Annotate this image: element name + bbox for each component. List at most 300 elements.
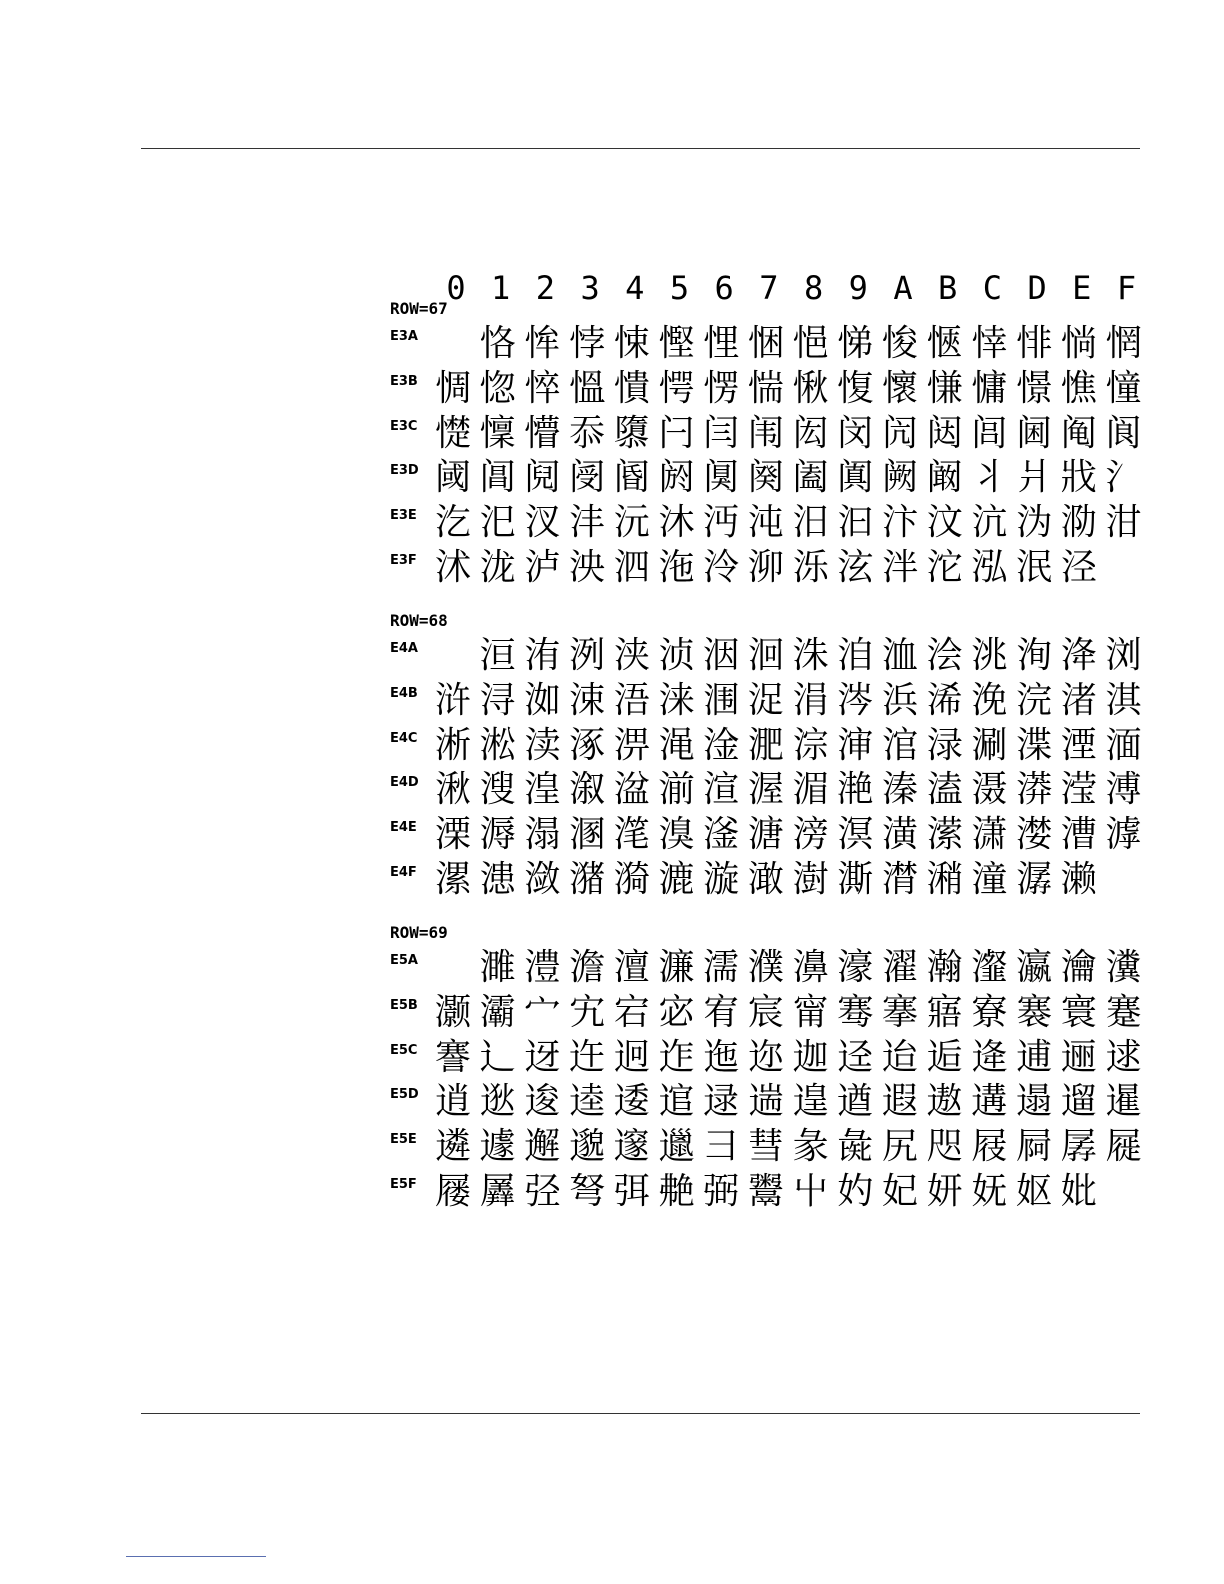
- glyph-cell: 渎: [524, 724, 561, 766]
- column-header-label: 8: [803, 269, 824, 307]
- glyph-cell: 潲: [926, 859, 963, 900]
- glyph-cell: 弼: [703, 1171, 740, 1212]
- glyph-cell: 迕: [569, 1036, 606, 1078]
- glyph-cell: 濠: [837, 947, 874, 988]
- glyph-cell: 澉: [747, 859, 784, 900]
- top-rule: [141, 148, 1140, 149]
- glyph-cell: 灏: [434, 991, 471, 1033]
- glyph-cell: 溴: [658, 814, 695, 856]
- glyph-cell: 漶: [479, 859, 516, 900]
- glyph-cell: 渖: [837, 724, 874, 766]
- glyph-cell: 溲: [479, 769, 516, 811]
- code-line-label: E5F: [390, 1177, 417, 1192]
- glyph-cell: 潸: [881, 859, 918, 900]
- glyph-cell: 渲: [703, 769, 740, 811]
- glyph-cell: 湫: [434, 769, 471, 811]
- glyph-cell: 妍: [926, 1171, 963, 1212]
- glyph-cell: 汊: [524, 502, 561, 544]
- glyph-cell: 謇: [434, 1036, 471, 1078]
- row-label: ROW=67: [390, 299, 448, 318]
- column-header-label: 6: [714, 269, 734, 307]
- glyph-cell: 瀹: [1060, 947, 1097, 988]
- glyph-cell: 妩: [971, 1171, 1008, 1212]
- glyph-cell: 沭: [434, 547, 471, 588]
- column-header-label: 5: [669, 269, 690, 307]
- glyph-cell: 溆: [569, 769, 606, 811]
- glyph-cell: 阌: [569, 457, 606, 499]
- code-line-label: E4E: [390, 820, 417, 836]
- glyph-cell: 澶: [613, 947, 650, 988]
- glyph-cell: 濮: [747, 947, 784, 988]
- glyph-cell: 甯: [792, 991, 829, 1033]
- glyph-cell: 濯: [881, 947, 918, 988]
- column-header-label: D: [1027, 269, 1047, 307]
- glyph-cell: 滏: [703, 814, 740, 856]
- glyph-cell: 遘: [971, 1081, 1008, 1123]
- glyph-cell: 骞: [837, 991, 874, 1033]
- glyph-cell: 遽: [479, 1126, 516, 1168]
- glyph-cell: 羼: [479, 1171, 516, 1212]
- glyph-cell: 宀: [524, 991, 561, 1033]
- glyph-cell: 迮: [658, 1036, 695, 1078]
- glyph-cell: 涮: [971, 724, 1008, 766]
- glyph-cell: 湔: [658, 769, 695, 811]
- glyph-cell: 慊: [926, 367, 963, 409]
- glyph-cell: 闾: [971, 412, 1008, 454]
- glyph-cell: 阄: [1060, 412, 1097, 454]
- glyph-cell: 弩: [569, 1171, 606, 1212]
- code-line-label: E3A: [390, 329, 418, 344]
- glyph-cell: 洙: [792, 635, 829, 676]
- glyph-cell: 阏: [658, 457, 695, 499]
- glyph-cell: 闱: [747, 412, 784, 454]
- glyph-cell: 湎: [1105, 724, 1142, 766]
- bottom-rule: [141, 1413, 1140, 1414]
- glyph-cell: 惆: [434, 367, 471, 409]
- glyph-cell: 溏: [747, 814, 784, 856]
- code-line-label: E4A: [390, 641, 418, 656]
- glyph-cell: 妁: [837, 1171, 874, 1212]
- glyph-cell: 洫: [881, 635, 918, 676]
- glyph-cell: 愣: [703, 367, 740, 409]
- glyph-cell: 戕: [1060, 457, 1097, 499]
- glyph-cell: 遐: [881, 1081, 918, 1123]
- glyph-cell: 浯: [613, 679, 650, 721]
- glyph-cell: 阖: [792, 457, 829, 499]
- glyph-cell: 淝: [747, 724, 784, 766]
- glyph-cell: 悒: [792, 323, 829, 364]
- column-header-label: 9: [848, 269, 868, 307]
- glyph-cell: 逋: [1016, 1036, 1053, 1078]
- glyph-cell: 溱: [881, 769, 918, 811]
- glyph-cell: 忝: [569, 412, 606, 454]
- glyph-cell: 汩: [837, 502, 874, 544]
- glyph-cell: 宓: [658, 991, 695, 1033]
- glyph-cell: 潼: [971, 859, 1008, 900]
- glyph-cell: 淠: [613, 724, 650, 766]
- glyph-cell: 屙: [1016, 1126, 1053, 1168]
- code-line-label: E3E: [390, 508, 417, 524]
- glyph-cell: 慍: [569, 367, 606, 409]
- glyph-cell: 迓: [524, 1036, 561, 1078]
- glyph-cell: 汶: [926, 502, 963, 544]
- glyph-cell: 阍: [613, 457, 650, 499]
- glyph-cell: 逍: [434, 1081, 471, 1123]
- code-line-label: E3D: [390, 463, 419, 479]
- glyph-cell: 潋: [524, 859, 561, 900]
- code-line-label: E3B: [390, 373, 418, 389]
- glyph-cell: 惚: [479, 367, 516, 409]
- glyph-cell: 逡: [524, 1081, 561, 1123]
- glyph-cell: 溽: [479, 814, 516, 856]
- glyph-cell: 溟: [837, 814, 874, 856]
- glyph-cell: 懵: [524, 412, 561, 454]
- glyph-cell: 丬: [971, 457, 1008, 499]
- glyph-cell: 沔: [703, 502, 740, 544]
- glyph-cell: 渚: [1060, 679, 1097, 721]
- glyph-cell: 濡: [703, 947, 740, 988]
- glyph-cell: 氵: [1105, 457, 1142, 499]
- glyph-cell: 迦: [792, 1036, 829, 1078]
- glyph-cell: 潢: [881, 814, 918, 856]
- glyph-cell: 遢: [1016, 1081, 1053, 1123]
- glyph-cell: 逵: [569, 1081, 606, 1123]
- glyph-cell: 泫: [837, 547, 874, 588]
- column-header-label: 4: [625, 269, 645, 307]
- code-line-label: E3C: [390, 418, 418, 434]
- glyph-cell: 搴: [881, 991, 918, 1033]
- glyph-cell: 鬻: [747, 1171, 784, 1212]
- glyph-cell: 阃: [1016, 412, 1053, 454]
- glyph-cell: 弭: [613, 1171, 650, 1212]
- glyph-cell: 蹇: [1105, 991, 1142, 1033]
- glyph-cell: 潆: [926, 814, 963, 856]
- glyph-cell: 宕: [613, 991, 650, 1033]
- glyph-cell: 澧: [524, 947, 561, 988]
- glyph-cell: 瀵: [1105, 947, 1142, 988]
- column-header-label: B: [938, 269, 958, 307]
- glyph-cell: 阚: [926, 457, 963, 499]
- glyph-cell: 愜: [926, 323, 963, 364]
- glyph-cell: 彐: [703, 1126, 740, 1168]
- glyph-cell: 泷: [479, 547, 516, 588]
- glyph-cell: 淅: [434, 724, 471, 766]
- glyph-cell: 妪: [1016, 1171, 1053, 1212]
- glyph-cell: 逑: [1105, 1036, 1142, 1078]
- code-line-label: E4C: [390, 730, 418, 746]
- glyph-cell: 渫: [1016, 724, 1053, 766]
- glyph-cell: 滂: [792, 814, 829, 856]
- glyph-cell: 淞: [479, 724, 516, 766]
- code-line-label: E4F: [390, 865, 417, 880]
- glyph-cell: 悛: [881, 323, 918, 364]
- glyph-cell: 浈: [658, 635, 695, 676]
- glyph-cell: 闵: [837, 412, 874, 454]
- glyph-cell: 泠: [703, 547, 740, 588]
- glyph-cell: 逶: [613, 1081, 650, 1123]
- glyph-cell: 阆: [1105, 412, 1142, 454]
- glyph-cell: 湄: [792, 769, 829, 811]
- glyph-cell: 遄: [747, 1081, 784, 1123]
- glyph-cell: 迨: [881, 1036, 918, 1078]
- glyph-cell: 妣: [1060, 1171, 1097, 1212]
- glyph-cell: 憷: [434, 412, 471, 454]
- glyph-cell: 逦: [1060, 1036, 1097, 1078]
- glyph-cell: 泗: [613, 547, 650, 588]
- glyph-cell: 尻: [881, 1126, 918, 1168]
- glyph-cell: 浔: [479, 679, 516, 721]
- glyph-cell: 滹: [1105, 814, 1142, 856]
- glyph-cell: 濑: [1060, 859, 1097, 900]
- glyph-cell: 浃: [613, 635, 650, 676]
- glyph-cell: 泐: [1060, 502, 1097, 544]
- code-line-label: E3F: [390, 553, 417, 568]
- glyph-cell: 宄: [569, 991, 606, 1033]
- glyph-cell: 愎: [837, 367, 874, 409]
- glyph-cell: 浏: [1105, 635, 1142, 676]
- glyph-cell: 洮: [971, 635, 1008, 676]
- glyph-cell: 阊: [479, 457, 516, 499]
- glyph-cell: 泯: [1016, 547, 1053, 588]
- glyph-cell: 汔: [434, 502, 471, 544]
- glyph-cell: 阋: [524, 457, 561, 499]
- column-header-label: E: [1072, 269, 1092, 307]
- row-label: ROW=69: [390, 923, 448, 942]
- column-header-label: 3: [580, 269, 600, 307]
- glyph-cell: 悻: [971, 323, 1008, 364]
- glyph-cell: 涞: [658, 679, 695, 721]
- glyph-cell: 悴: [524, 367, 561, 409]
- glyph-cell: 浣: [1016, 679, 1053, 721]
- glyph-cell: 滠: [971, 769, 1008, 811]
- glyph-cell: 悖: [569, 323, 606, 364]
- glyph-cell: 泺: [792, 547, 829, 588]
- glyph-cell: 漭: [1016, 769, 1053, 811]
- glyph-cell: 涑: [569, 679, 606, 721]
- glyph-cell: 遒: [837, 1081, 874, 1123]
- glyph-cell: 濉: [479, 947, 516, 988]
- glyph-cell: 宸: [747, 991, 784, 1033]
- glyph-cell: 悃: [747, 323, 784, 364]
- glyph-cell: 惘: [1105, 323, 1142, 364]
- code-line-label: E5B: [390, 997, 418, 1013]
- glyph-cell: 悚: [613, 323, 650, 364]
- glyph-cell: 咫: [926, 1126, 963, 1168]
- glyph-cell: 洵: [1016, 635, 1053, 676]
- column-header-label: F: [1116, 269, 1137, 307]
- glyph-cell: 汴: [881, 502, 918, 544]
- glyph-cell: 渥: [747, 769, 784, 811]
- glyph-cell: 沅: [613, 502, 650, 544]
- glyph-cell: 慵: [971, 367, 1008, 409]
- glyph-cell: 沐: [658, 502, 695, 544]
- glyph-cell: 湟: [524, 769, 561, 811]
- glyph-cell: 辶: [479, 1036, 516, 1078]
- code-line-label: E4B: [390, 685, 418, 701]
- glyph-cell: 潴: [569, 859, 606, 900]
- glyph-cell: 泖: [747, 547, 784, 588]
- glyph-cell: 宥: [703, 991, 740, 1033]
- glyph-cell: 灞: [479, 991, 516, 1033]
- glyph-cell: 溘: [926, 769, 963, 811]
- glyph-cell: 瀛: [1016, 947, 1053, 988]
- glyph-cell: 沲: [658, 547, 695, 588]
- glyph-cell: 暹: [1105, 1081, 1142, 1123]
- glyph-cell: 漤: [1016, 814, 1053, 856]
- glyph-cell: 迩: [747, 1036, 784, 1078]
- glyph-cell: 阕: [747, 457, 784, 499]
- glyph-cell: 迥: [613, 1036, 650, 1078]
- glyph-cell: 漯: [434, 859, 471, 900]
- glyph-cell: 漕: [1060, 814, 1097, 856]
- glyph-cell: 弪: [524, 1171, 561, 1212]
- glyph-cell: 涠: [703, 679, 740, 721]
- glyph-cell: 彖: [792, 1126, 829, 1168]
- glyph-cell: 滢: [1060, 769, 1097, 811]
- glyph-cell: 屐: [971, 1126, 1008, 1168]
- glyph-cell: 淇: [1105, 679, 1142, 721]
- glyph-cell: 浼: [971, 679, 1008, 721]
- glyph-cell: 澌: [837, 859, 874, 900]
- glyph-cell: 瀚: [926, 947, 963, 988]
- glyph-cell: 瀣: [971, 947, 1008, 988]
- glyph-cell: 闳: [792, 412, 829, 454]
- glyph-cell: 邃: [613, 1126, 650, 1168]
- glyph-cell: 逄: [971, 1036, 1008, 1078]
- glyph-cell: 泸: [524, 547, 561, 588]
- glyph-cell: 悌: [837, 323, 874, 364]
- glyph-cell: 懍: [479, 412, 516, 454]
- glyph-cell: 淦: [703, 724, 740, 766]
- glyph-cell: 沱: [926, 547, 963, 588]
- glyph-cell: 洎: [837, 635, 874, 676]
- glyph-cell: 滟: [837, 769, 874, 811]
- glyph-cell: 溻: [524, 814, 561, 856]
- glyph-cell: 妃: [881, 1171, 918, 1212]
- glyph-cell: 惝: [1060, 323, 1097, 364]
- glyph-cell: 洹: [479, 635, 516, 676]
- glyph-cell: 泾: [1060, 547, 1097, 588]
- glyph-cell: 湓: [613, 769, 650, 811]
- glyph-cell: 漉: [658, 859, 695, 900]
- glyph-cell: 溷: [569, 814, 606, 856]
- glyph-cell: 浍: [926, 635, 963, 676]
- glyph-cell: 褰: [1016, 991, 1053, 1033]
- glyph-cell: 隳: [613, 412, 650, 454]
- glyph-cell: 彗: [747, 1126, 784, 1168]
- glyph-cell: 愀: [792, 367, 829, 409]
- glyph-cell: 阈: [434, 457, 471, 499]
- glyph-cell: 彘: [837, 1126, 874, 1168]
- glyph-cell: 浜: [881, 679, 918, 721]
- glyph-cell: 洌: [569, 635, 606, 676]
- glyph-cell: 艴: [658, 1171, 695, 1212]
- glyph-cell: 漪: [613, 859, 650, 900]
- glyph-cell: 澹: [569, 947, 606, 988]
- glyph-cell: 泮: [881, 547, 918, 588]
- glyph-cell: 漩: [703, 859, 740, 900]
- glyph-cell: 泱: [569, 547, 606, 588]
- glyph-cell: 潇: [971, 814, 1008, 856]
- column-header-label: 1: [491, 269, 511, 307]
- footer-link-underline: [126, 1556, 266, 1557]
- glyph-cell: 遨: [926, 1081, 963, 1123]
- glyph-cell: 逖: [479, 1081, 516, 1123]
- column-header-label: 7: [759, 269, 779, 307]
- glyph-cell: 滗: [613, 814, 650, 856]
- glyph-cell: 洳: [524, 679, 561, 721]
- glyph-cell: 涿: [569, 724, 606, 766]
- glyph-cell: 阙: [881, 457, 918, 499]
- glyph-cell: 沆: [971, 502, 1008, 544]
- glyph-cell: 寤: [926, 991, 963, 1033]
- glyph-cell: 屦: [434, 1171, 471, 1212]
- code-line-label: E5E: [390, 1132, 417, 1148]
- glyph-cell: 溧: [434, 814, 471, 856]
- glyph-cell: 慳: [658, 323, 695, 364]
- glyph-cell: 邋: [658, 1126, 695, 1168]
- glyph-cell: 孱: [1060, 1126, 1097, 1168]
- glyph-cell: 洇: [703, 635, 740, 676]
- glyph-cell: 逯: [703, 1081, 740, 1123]
- glyph-cell: 涫: [881, 724, 918, 766]
- glyph-cell: 澍: [792, 859, 829, 900]
- glyph-cell: 迤: [703, 1036, 740, 1078]
- glyph-cell: 阒: [703, 457, 740, 499]
- glyph-cell: 洧: [524, 635, 561, 676]
- glyph-cell: 悝: [703, 323, 740, 364]
- glyph-cell: 溥: [1105, 769, 1142, 811]
- column-header-label: 2: [535, 269, 556, 307]
- glyph-cell: 憧: [1105, 367, 1142, 409]
- glyph-cell: 沣: [569, 502, 606, 544]
- glyph-cell: 遛: [1060, 1081, 1097, 1123]
- glyph-cell: 遴: [434, 1126, 471, 1168]
- code-line-label: E5D: [390, 1087, 419, 1103]
- glyph-cell: 爿: [1016, 457, 1053, 499]
- code-line-label: E5C: [390, 1042, 418, 1058]
- glyph-cell: 闼: [926, 412, 963, 454]
- glyph-cell: 泓: [971, 547, 1008, 588]
- glyph-cell: 淙: [792, 724, 829, 766]
- glyph-cell: 闩: [658, 412, 695, 454]
- glyph-cell: 邂: [524, 1126, 561, 1168]
- glyph-cell: 邈: [569, 1126, 606, 1168]
- glyph-cell: 汨: [792, 502, 829, 544]
- glyph-cell: 沩: [1016, 502, 1053, 544]
- glyph-cell: 迳: [837, 1036, 874, 1078]
- glyph-cell: 恈: [524, 323, 561, 364]
- glyph-cell: 憒: [613, 367, 650, 409]
- glyph-cell: 悱: [1016, 323, 1053, 364]
- code-line-label: E4D: [390, 775, 419, 791]
- glyph-cell: 屮: [792, 1171, 829, 1212]
- glyph-cell: 寮: [971, 991, 1008, 1033]
- glyph-cell: 惴: [747, 367, 784, 409]
- glyph-cell: 懷: [881, 367, 918, 409]
- glyph-cell: 逅: [926, 1036, 963, 1078]
- glyph-cell: 屣: [1105, 1126, 1142, 1168]
- glyph-cell: 恪: [479, 323, 516, 364]
- code-line-label: E5A: [390, 953, 418, 968]
- glyph-cell: 潺: [1016, 859, 1053, 900]
- glyph-cell: 渌: [926, 724, 963, 766]
- glyph-cell: 洄: [747, 635, 784, 676]
- glyph-cell: 沌: [747, 502, 784, 544]
- glyph-cell: 浒: [434, 679, 471, 721]
- glyph-cell: 憔: [1060, 367, 1097, 409]
- glyph-cell: 逭: [658, 1081, 695, 1123]
